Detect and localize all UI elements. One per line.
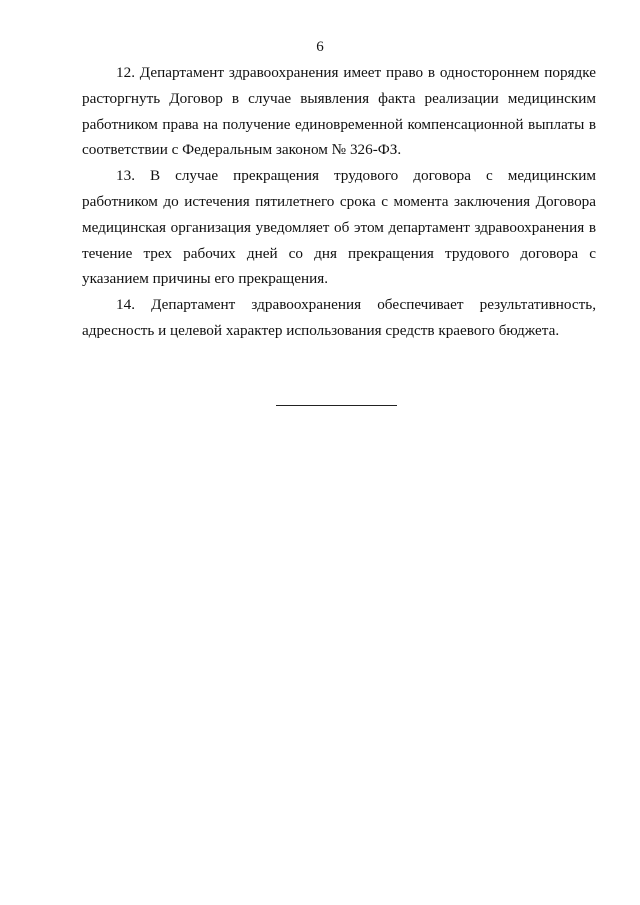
document-body <box>82 60 596 344</box>
paragraph-13: 13. В случае прекращения трудового договора с медицинским работником до истечения пятилетнего срока с момента заключения Договора медицинская организация уведомляет об этом департамент здравоохранения в течение трех рабочих дней со дня прекращения трудового договора с указанием причины его прекращения. <box>82 167 596 288</box>
page-number: 6 <box>316 39 324 55</box>
paragraph-12: 12. Департамент здравоохранения имеет право в одностороннем порядке расторгнуть Договор в случае выявления факта реализации медицинским работником права на получение единовременной компенсационной выплаты в соответствии с Федеральным законом № 326-ФЗ. <box>82 64 596 159</box>
end-divider-line <box>276 405 397 406</box>
paragraph-14: 14. Департамент здравоохранения обеспечивает результативность, адресность и целевой характер использования средств краевого бюджета. <box>82 296 596 339</box>
